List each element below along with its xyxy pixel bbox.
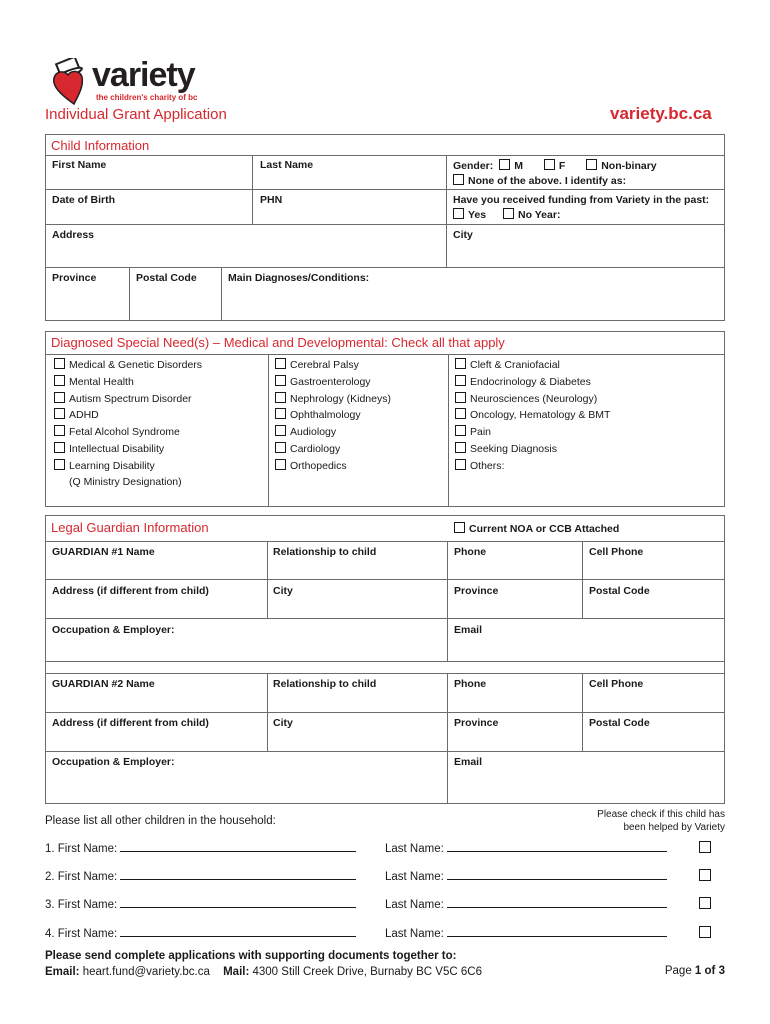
gender-none-row (453, 174, 626, 187)
g2-province-label: Province (454, 717, 499, 729)
child-helped-checkbox[interactable] (699, 841, 711, 853)
option-label: Nephrology (Kidneys) (290, 393, 391, 405)
child-last-name-field[interactable] (447, 869, 667, 880)
child-first-name-field[interactable] (120, 869, 356, 880)
child-row (385, 869, 667, 883)
checkbox[interactable] (54, 375, 65, 386)
checkbox[interactable] (275, 392, 286, 403)
child-row (385, 841, 667, 855)
g2-occupation-label: Occupation & Employer: (52, 756, 175, 768)
option-label: Cardiology (290, 443, 341, 455)
province-label: Province (52, 272, 97, 284)
checkbox[interactable] (275, 375, 286, 386)
child-last-name-label: Last Name: (385, 871, 444, 883)
checkbox[interactable] (275, 459, 286, 470)
g1-postal-label: Postal Code (589, 585, 650, 597)
need-option[interactable] (455, 375, 591, 388)
child-row (45, 926, 356, 940)
option-label: Intellectual Disability (69, 443, 165, 455)
check-note (560, 808, 725, 834)
funding-question: Have you received funding from Variety in the past: (453, 194, 710, 206)
g1-name-label: GUARDIAN #1 Name (52, 546, 155, 558)
child-first-name-label: 1. First Name: (45, 843, 118, 855)
child-last-name-label: Last Name: (385, 843, 444, 855)
funding-no-checkbox[interactable] (503, 208, 514, 219)
postal-code-label: Postal Code (136, 272, 197, 284)
contact-line (45, 966, 482, 978)
divider (268, 354, 269, 506)
divider (448, 354, 449, 506)
g2-address-label: Address (if different from child) (52, 717, 209, 729)
funding-no-year-label: No Year: (518, 209, 561, 221)
g2-email-field[interactable] (448, 752, 725, 803)
guardian-section (45, 515, 725, 804)
option-label: ADHD (69, 409, 99, 421)
need-option[interactable] (455, 442, 557, 455)
option-label: Audiology (290, 426, 337, 438)
g1-occupation-label: Occupation & Employer: (52, 624, 175, 636)
child-first-name-label: 3. First Name: (45, 899, 118, 911)
section-title: Legal Guardian Information (51, 520, 209, 535)
child-row (385, 926, 667, 940)
need-option[interactable] (455, 425, 491, 438)
option-label: Orthopedics (290, 460, 347, 472)
g2-cell-label: Cell Phone (589, 678, 644, 690)
child-helped-checkbox[interactable] (699, 926, 711, 938)
gender-f-label: F (558, 160, 566, 172)
child-first-name-field[interactable] (120, 897, 356, 908)
option-label: Ophthalmology (290, 409, 361, 421)
child-first-name-field[interactable] (120, 841, 356, 852)
child-row (45, 897, 356, 911)
checkbox[interactable] (275, 358, 286, 369)
funding-yes-label: Yes (468, 209, 487, 221)
gender-nonbinary-checkbox[interactable] (586, 159, 597, 170)
gender-f-checkbox[interactable] (544, 159, 555, 170)
checkbox[interactable] (54, 358, 65, 369)
checkbox[interactable] (455, 408, 466, 419)
first-name-label: First Name (52, 159, 107, 171)
option-label: Cerebral Palsy (290, 359, 359, 371)
gender-nonbinary-label: Non-binary (601, 160, 657, 172)
city-field[interactable] (447, 225, 725, 268)
child-first-name-label: 4. First Name: (45, 928, 118, 940)
gender-none-checkbox[interactable] (453, 174, 464, 185)
option-label: Others: (470, 460, 505, 472)
q-ministry-note: (Q Ministry Designation) (69, 476, 182, 488)
last-name-label: Last Name (260, 159, 314, 171)
option-label: Gastroenterology (290, 376, 371, 388)
children-prompt: Please list all other children in the household: (45, 815, 276, 827)
gender-m-label: M (514, 160, 523, 172)
g1-province-label: Province (454, 585, 499, 597)
page-total: 3 (718, 965, 725, 977)
option-label: Endocrinology & Diabetes (470, 376, 591, 388)
checkbox[interactable] (455, 425, 466, 436)
child-first-name-label: 2. First Name: (45, 871, 118, 883)
child-first-name-field[interactable] (120, 926, 356, 937)
g2-city-label: City (273, 717, 293, 729)
need-option[interactable] (455, 408, 610, 421)
city-label: City (453, 229, 473, 241)
g1-city-field[interactable] (268, 580, 448, 619)
g2-relationship-label: Relationship to child (273, 678, 377, 690)
funding-yes-checkbox[interactable] (453, 208, 464, 219)
checkbox[interactable] (54, 392, 65, 403)
noa-checkbox[interactable] (454, 522, 465, 533)
dob-label: Date of Birth (52, 194, 115, 206)
need-option[interactable] (455, 459, 504, 472)
checkbox[interactable] (455, 358, 466, 369)
child-information-section (45, 134, 725, 321)
need-option[interactable] (275, 425, 336, 438)
option-label: Fetal Alcohol Syndrome (69, 426, 180, 438)
need-option[interactable] (275, 375, 371, 388)
address-field[interactable] (46, 225, 447, 268)
send-instructions: Please send complete applications with supporting documents together to: (45, 950, 457, 962)
checkbox[interactable] (455, 375, 466, 386)
checkbox[interactable] (275, 408, 286, 419)
g1-address-label: Address (if different from child) (52, 585, 209, 597)
email-address[interactable]: heart.fund@variety.bc.ca (82, 966, 210, 978)
checkbox[interactable] (54, 442, 65, 453)
g2-postal-label: Postal Code (589, 717, 650, 729)
option-label: Neurosciences (Neurology) (470, 393, 598, 405)
check-note-line-1: Please check if this child has (597, 809, 725, 820)
option-label: Mental Health (69, 376, 134, 388)
logo-tagline: the children's charity of bc (96, 93, 198, 102)
special-needs-section (45, 331, 725, 507)
diagnoses-label: Main Diagnoses/Conditions: (228, 272, 370, 284)
child-helped-checkbox[interactable] (699, 869, 711, 881)
option-label: Cleft & Craniofacial (470, 359, 560, 371)
need-option[interactable] (54, 459, 155, 472)
option-label: Learning Disability (69, 460, 155, 472)
checkbox[interactable] (455, 392, 466, 403)
need-option[interactable] (275, 459, 347, 472)
g1-city-label: City (273, 585, 293, 597)
section-title: Child Information (51, 138, 150, 153)
option-label: Oncology, Hematology & BMT (470, 409, 611, 421)
need-option[interactable] (54, 408, 99, 421)
page-prefix: Page (664, 965, 692, 977)
need-option[interactable] (54, 375, 134, 388)
g1-phone-label: Phone (454, 546, 487, 558)
checkbox[interactable] (54, 459, 65, 470)
child-row (45, 841, 356, 855)
gender-row (453, 159, 657, 172)
mail-label: Mail: (223, 966, 250, 978)
page-of: of (704, 965, 716, 977)
need-option[interactable] (54, 442, 164, 455)
child-row (45, 869, 356, 883)
g1-relationship-label: Relationship to child (273, 546, 377, 558)
g1-email-label: Email (454, 624, 483, 636)
checkbox[interactable] (455, 442, 466, 453)
gender-none-label: None of the above. I identify as: (468, 175, 627, 187)
variety-heart-logo-icon (50, 58, 94, 98)
need-option[interactable] (275, 408, 361, 421)
child-last-name-label: Last Name: (385, 928, 444, 940)
checkbox[interactable] (54, 408, 65, 419)
address-label: Address (52, 229, 95, 241)
child-helped-checkbox[interactable] (699, 897, 711, 909)
checkbox[interactable] (275, 425, 286, 436)
mail-address: 4300 Still Creek Drive, Burnaby BC V5C 6C6 (252, 966, 482, 978)
g1-cell-label: Cell Phone (589, 546, 644, 558)
child-last-name-label: Last Name: (385, 899, 444, 911)
need-option[interactable] (275, 392, 391, 405)
need-option[interactable] (54, 392, 192, 405)
noa-row (454, 522, 619, 535)
g2-email-label: Email (454, 756, 483, 768)
need-option[interactable] (455, 392, 597, 405)
form-title: Individual Grant Application (45, 106, 227, 123)
funding-options (453, 208, 560, 221)
need-option[interactable] (275, 358, 359, 371)
child-last-name-field[interactable] (447, 926, 667, 937)
need-option[interactable] (54, 425, 180, 438)
page-current: 1 (694, 965, 702, 977)
website-link[interactable]: variety.bc.ca (610, 104, 712, 123)
checkbox[interactable] (275, 442, 286, 453)
option-label: Medical & Genetic Disorders (69, 359, 203, 371)
g2-city-field[interactable] (268, 713, 448, 752)
option-label: Autism Spectrum Disorder (69, 393, 192, 405)
noa-label: Current NOA or CCB Attached (469, 523, 620, 535)
g2-phone-label: Phone (454, 678, 487, 690)
gender-label: Gender: (453, 160, 494, 172)
option-label: Pain (470, 426, 492, 438)
g1-email-field[interactable] (448, 619, 725, 662)
section-title: Diagnosed Special Need(s) – Medical and Developmental: Check all that apply (51, 335, 505, 350)
email-label: Email: (45, 966, 80, 978)
need-option[interactable] (455, 358, 560, 371)
phn-label: PHN (260, 194, 283, 206)
divider (46, 354, 724, 355)
child-last-name-field[interactable] (447, 897, 667, 908)
option-label: Seeking Diagnosis (470, 443, 557, 455)
child-row (385, 897, 667, 911)
need-option[interactable] (54, 358, 202, 371)
gender-m-checkbox[interactable] (499, 159, 510, 170)
g2-name-label: GUARDIAN #2 Name (52, 678, 155, 690)
need-option[interactable] (275, 442, 340, 455)
logo-wordmark: variety (92, 56, 195, 94)
guardian-spacer (46, 662, 725, 674)
child-last-name-field[interactable] (447, 841, 667, 852)
check-note-line-2: been helped by Variety (623, 822, 725, 833)
checkbox[interactable] (455, 459, 466, 470)
page-number (620, 965, 725, 977)
checkbox[interactable] (54, 425, 65, 436)
